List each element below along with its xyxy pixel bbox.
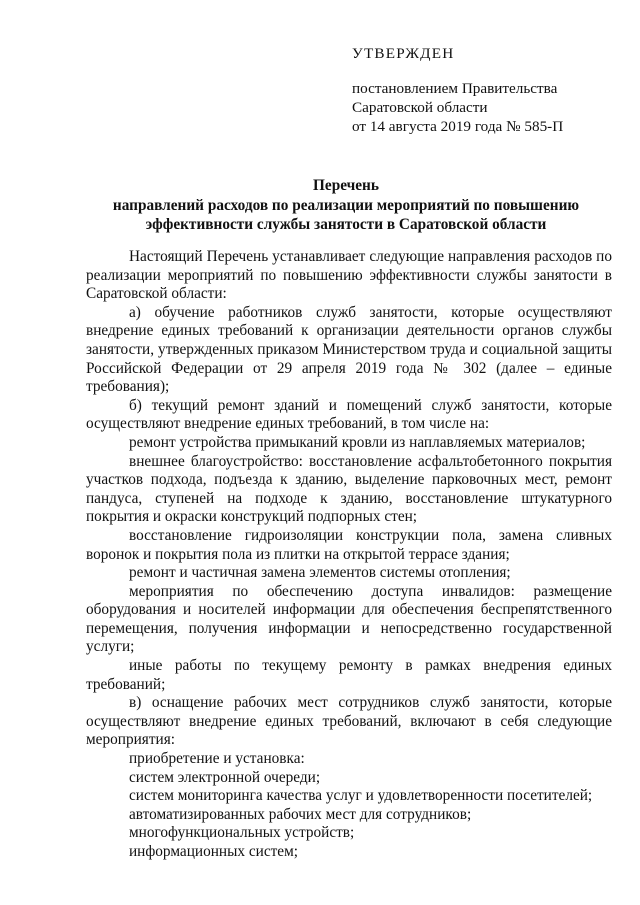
- paragraph: мероприятия по обеспечению доступа инвалидов: размещение оборудования и носителей информации для обеспечения беспрепятственного перемещения, получения информации и непосредственно государственной услуги;: [86, 582, 612, 656]
- paragraph: ремонт устройства примыканий кровли из наплавляемых материалов;: [129, 433, 586, 451]
- list-item: систем мониторинга качества услуг и удовлетворенности посетителей;: [129, 787, 593, 805]
- paragraph: б) текущий ремонт зданий и помещений служб занятости, которые осуществляют внедрение единых требований, в том числе на:: [86, 396, 612, 433]
- paragraph: Настоящий Перечень устанавливает следующие направления расходов по реализации мероприятий по повышению эффективности службы занятости в Саратовской области:: [86, 248, 612, 303]
- document-title: [86, 176, 606, 235]
- approval-stamp: УТВЕРЖДЕН: [352, 45, 455, 62]
- document-body: [86, 248, 612, 862]
- paragraph: иные работы по текущему ремонту в рамках внедрения единых требований;: [86, 657, 612, 693]
- list-item: систем электронной очереди;: [129, 768, 321, 786]
- paragraph: а) обучение работников служб занятости, которые осуществляют внедрение единых требований к организации деятельности органов службы занятости, утвержденных приказом Министерством труда и социальной защиты Российской Федерации от 29 апреля 2019 года № 302 (далее – единые требования);: [86, 303, 612, 396]
- list-item: автоматизированных рабочих мест для сотрудников;: [129, 805, 472, 823]
- paragraph: восстановление гидроизоляции конструкции пола, замена сливных воронок и покрытия пола из плитки на открытой террасе здания;: [86, 526, 612, 563]
- title-line: Перечень: [313, 177, 379, 194]
- approval-line: от 14 августа 2019 года № 585-П: [352, 118, 564, 135]
- paragraph: в) оснащение рабочих мест сотрудников служб занятости, которые осуществляют внедрение единых требований, включают в себя следующие мероприятия:: [86, 694, 612, 749]
- list-item: многофункциональных устройств;: [129, 824, 355, 842]
- list-item: информационных систем;: [129, 843, 299, 860]
- title-line: направлений расходов по реализации мероприятий по повышению: [112, 196, 580, 214]
- title-line: эффективности службы занятости в Саратовской области: [145, 216, 547, 233]
- approval-block: [352, 44, 622, 136]
- approval-line: постановлением Правительства: [352, 80, 558, 97]
- approval-line: Саратовской области: [352, 99, 488, 116]
- list-item: приобретение и установка:: [129, 750, 305, 768]
- paragraph: ремонт и частичная замена элементов системы отопления;: [129, 564, 511, 582]
- paragraph: внешнее благоустройство: восстановление асфальтобетонного покрытия участков подхода, подъезда к зданию, выделение парковочных мест, ремонт пандуса, ступеней на подходе к зданию, восстановление штукатурного покрытия и окраски конструкций подпорных стен;: [86, 452, 612, 526]
